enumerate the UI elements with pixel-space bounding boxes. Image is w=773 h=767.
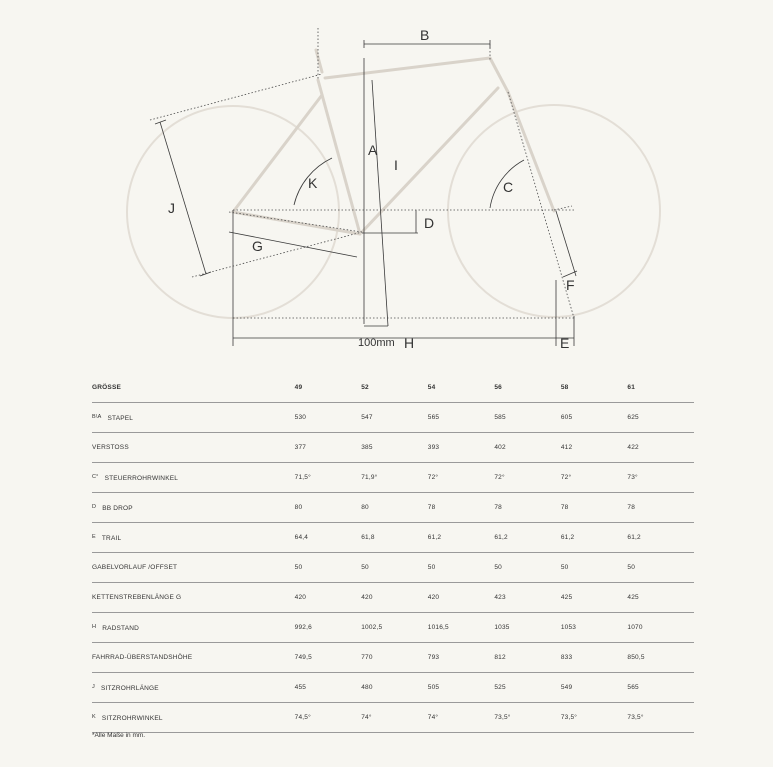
table-cell: 1035 [494,613,561,643]
table-cell: 770 [361,643,428,673]
table-row [92,553,694,583]
label-h: H [404,335,415,351]
table-row [92,403,694,433]
table-cell: 1002,5 [361,613,428,643]
table-header-row [92,372,694,403]
row-label [92,613,295,643]
table-cell: 73° [627,463,694,493]
row-name: SITZROHRWINKEL [101,714,163,722]
table-row [92,493,694,523]
table-cell: 78 [561,493,628,523]
table-cell: 72° [494,463,561,493]
table-cell: 71,5° [295,463,362,493]
header-size-52: 52 [361,372,428,403]
table-cell: 74,5° [295,703,362,733]
row-code: K [92,713,96,720]
table-cell: 50 [295,553,362,583]
table-cell: 402 [494,433,561,463]
header-size-61: 61 [627,372,694,403]
row-code: J [92,683,95,690]
header-size-58: 58 [561,372,628,403]
table-cell: 78 [627,493,694,523]
row-label [92,523,295,553]
row-name: STAPEL [107,414,134,422]
label-g: G [252,238,263,254]
table-cell: 61,8 [361,523,428,553]
row-code: H [92,623,97,630]
row-label [92,403,295,433]
row-name: TRAIL [101,534,122,542]
header-size-label: GRÖSSE [92,372,295,403]
header-size-54: 54 [428,372,495,403]
table-cell: 1053 [561,613,628,643]
table-row [92,523,694,553]
dim-f-line [556,211,576,276]
table-cell: 80 [361,493,428,523]
table-cell: 61,2 [561,523,628,553]
table-cell: 61,2 [494,523,561,553]
table-cell: 73,5° [627,703,694,733]
table-cell: 1070 [627,613,694,643]
row-name: VERSTOSS [92,444,129,451]
table-row [92,643,694,673]
table-cell: 50 [627,553,694,583]
table-cell: 549 [561,673,628,703]
table-cell: 425 [561,583,628,613]
table-cell: 420 [428,583,495,613]
label-a: A [368,142,378,158]
table-cell: 78 [494,493,561,523]
table-cell: 749,5 [295,643,362,673]
table-cell: 530 [295,403,362,433]
row-name: KETTENSTREBENLÄNGE G [92,594,182,601]
label-k: K [308,175,318,191]
dim-g-line [229,232,357,257]
bike-geometry-diagram [0,0,773,360]
table-cell: 422 [627,433,694,463]
label-c: C [503,179,514,195]
row-code: B\A [92,413,102,420]
label-f: F [566,277,575,293]
table-cell: 992,6 [295,613,362,643]
row-label [92,493,295,523]
table-cell: 547 [361,403,428,433]
row-name: FAHRRAD-ÜBERSTANDSHÖHE [92,654,193,661]
label-b: B [420,27,430,43]
table-cell: 385 [361,433,428,463]
table-cell: 793 [428,643,495,673]
table-row [92,703,694,733]
table-cell: 605 [561,403,628,433]
row-label [92,583,295,613]
table-row [92,463,694,493]
table-cell: 73,5° [494,703,561,733]
table-cell: 1016,5 [428,613,495,643]
table-cell: 455 [295,673,362,703]
table-row [92,583,694,613]
table-cell: 525 [494,673,561,703]
table-cell: 833 [561,643,628,673]
table-cell: 71,9° [361,463,428,493]
table-row [92,613,694,643]
table-cell: 393 [428,433,495,463]
row-label [92,643,295,673]
label-j: J [168,200,175,216]
row-label [92,703,295,733]
row-name: STEUERROHRWINKEL [104,474,179,482]
dim-j-line [160,122,206,274]
table-cell: 50 [494,553,561,583]
table-cell: 850,5 [627,643,694,673]
row-label [92,553,295,583]
row-label [92,673,295,703]
row-name: SITZROHRLÄNGE [100,684,159,692]
table-cell: 50 [428,553,495,583]
row-code: C° [92,473,99,480]
table-cell: 74° [361,703,428,733]
dim-i-line [372,80,388,326]
header-size-49: 49 [295,372,362,403]
footnote: *Alle Maße in mm. [92,732,146,739]
table-cell: 72° [561,463,628,493]
label-e: E [560,335,570,351]
row-name: GABELVORLAUF /OFFSET [92,564,178,571]
table-cell: 61,2 [627,523,694,553]
row-name: RADSTAND [102,624,140,632]
table-cell: 420 [295,583,362,613]
table-cell: 425 [627,583,694,613]
table-cell: 625 [627,403,694,433]
table-cell: 480 [361,673,428,703]
table-cell: 74° [428,703,495,733]
table-cell: 420 [361,583,428,613]
table-cell: 72° [428,463,495,493]
label-i: I [394,157,398,173]
table-row [92,673,694,703]
table-cell: 50 [361,553,428,583]
geometry-table [92,372,694,733]
table-cell: 423 [494,583,561,613]
label-d: D [424,215,435,231]
header-size-56: 56 [494,372,561,403]
table-cell: 812 [494,643,561,673]
table-cell: 61,2 [428,523,495,553]
table-row [92,433,694,463]
label-offset: 100mm [358,337,395,349]
table-cell: 412 [561,433,628,463]
row-name: BB DROP [102,504,133,512]
table-cell: 377 [295,433,362,463]
table-cell: 50 [561,553,628,583]
table-cell: 565 [428,403,495,433]
table-cell: 73,5° [561,703,628,733]
row-label [92,433,295,463]
table-cell: 565 [627,673,694,703]
row-label [92,463,295,493]
table-cell: 505 [428,673,495,703]
table-cell: 78 [428,493,495,523]
table-cell: 80 [295,493,362,523]
table-cell: 585 [494,403,561,433]
table-cell: 64,4 [295,523,362,553]
row-code: D [92,503,97,510]
row-code: E [92,533,96,540]
bike-frame [233,50,554,234]
